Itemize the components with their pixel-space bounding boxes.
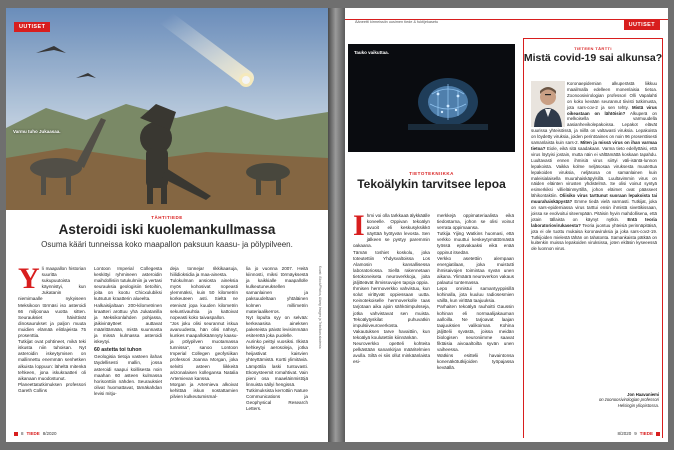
photo-caption: Tauko vaikuttaa. [354, 50, 389, 55]
paragraph: hmi voi olla tarkkaaä älykkäälle koneelle. Oppivan tekoälyn avuoit eli keskusyksikkö näyttää hyötyvän levosta. Sen jälkeen se pystyy paremmin oakaana. [353, 213, 431, 249]
sidebar-body [531, 81, 657, 252]
paragraph: Parhaiten tekoälyä rauhoitti Gaussin kohinan eli normaalijakauman aalloilla. Ne tarjoavat laajan taajuuksien valikoiman. Kohina jäljittelii syvästä, joissa meidän biologisen neuroniimme saavat fiktäisia aivoaaltoilta syvän unen vaiheessa. [437, 304, 514, 353]
sidebar-intro: Koronaepidemian alkuperästä liikkuu maailmalla edelleen monenlaisia tietoa. Zoonoosivirologian professori Olli Vapalahti on koko kevään seurannut tiivisti tutkimusta, jota sars-cov-2 ja sen tehty. [567, 81, 657, 110]
issue-number: 8/2020 [42, 431, 57, 436]
folio-square-icon [14, 432, 18, 436]
brand-name: TIEDE [639, 431, 653, 436]
page-number: 9 [634, 431, 637, 436]
article-column-2 [437, 213, 514, 371]
paragraph: Tämän toshiet koskolu, joka toteutettiin Yhdysvaltoissa Los Alamosin kansallisessa laboratoriossa. Siellä rakennetaan tietokoneiseta neuroverkkoja, joita jäljitteävät ihmissuvujen tapoja oppia. [353, 249, 430, 286]
sleeping-ai-photo [348, 44, 515, 152]
paragraph: Watkins esittelii havaintonsa konenäkötutkijoiden työpajassa keväällä. [437, 353, 514, 371]
paragraph: Vakautuksen tarve havaittiin, kun tekoälyä koulutettiin kiinnänkän. [353, 328, 430, 340]
article-column-4 [246, 266, 308, 412]
question: Entä teoria laboratoriovirukasesta? [531, 216, 657, 228]
sidebar-signature [583, 392, 659, 408]
paragraph: Tutkijat ovat pohtineet, mikä teki iskusta niin tuhoisan. Nyt asteroidin iskeytymisen on mallinnettu enemmän senhetken alkuista loppuun: läheltä mitenkä tehkeen, jona iskukraatteri oli aikanaan muodostunut. [18, 339, 86, 381]
paragraph: Nyt lopulta syy on selvää: kerkeaasisa aineksen paketeista päivät levisimmään esiterettä joka puolelle. [246, 314, 308, 339]
article-kicker: TIETOTEKNIIKKA [409, 171, 454, 176]
drop-cap: I [353, 209, 365, 242]
right-page [345, 8, 668, 442]
section-tag: UUTISET [624, 20, 660, 30]
spine-gutter [328, 8, 345, 442]
brand-name: TIEDE [26, 431, 40, 436]
paragraph: Morgan ja Artemieva alkoivat kehittää iskun nostattamien pilvien kulkeutumismal- [170, 381, 238, 399]
paragraph: Tutkimuksista kerrottiin Nature Communications ja Geophysical Research Letters. [246, 387, 308, 412]
page-number: 8 [21, 431, 24, 436]
paragraph: lia jo vuonna 2007. Heitä kiinnosti, miksi törmäyksestä ja kaikkialle maapallolle kulkeutuneuksellen samanlainen ja paksuudeltaan yhtäläinen kolmen millimetrin materiaalikerros. [246, 266, 308, 314]
brain-circuit-image [348, 44, 515, 152]
article-column-3 [170, 266, 238, 400]
paragraph: deja tonnejar rikkikaasuja, hiilidioksidia ja maa-ainesta. [170, 266, 238, 278]
issue-number: 8/2020 [617, 431, 632, 436]
answer: Luultavasti ennen ihmisiä virus siirtyi väli-isäntä-lunnon lepakoista. Vaikka kolme neljäsosaa viruksesta muutettua lepakoiden viruksia, neljäsosa on samanlainen kuin maleisialaisella muurahaiskäpylsillä. Luultavimmin virus on näiden eläinten virusten yhdistelmä. Se olisi voinut syntyä esimerkiksi villieläinmyrtillä, johon eläimet ovat päässeet lähikontaktiin. [531, 157, 657, 199]
paragraph: Lepo onnistui samantyyppisillä kohinalla, jota kuuluu radiosesmien väillä, kun virittää taajuuksia. [437, 286, 514, 304]
section-tag: UUTISET [14, 22, 50, 32]
hero-caption: Varmu tuho Jukaasaa. [13, 129, 61, 134]
sidebar-kicker: TIETEEN TÄRTTI [574, 46, 612, 51]
page-folio [617, 431, 660, 436]
paragraph: Tulokulman ansiosta aineksia myös kohosivat nopeasti ylemmäksi, kuin 50 kilometrin korkeuteen asti. Sieltä ne etenivät jopa kuuden kilometrin sekuntivauhtia ja kattoivat nopeasti koko taivaspallon. [170, 278, 238, 320]
article-column-1 [18, 262, 86, 394]
subheading: 60 astetta toi tuhon [94, 347, 142, 354]
left-page [6, 8, 328, 442]
paragraph: Planeettatutkimuksen professori Gareth Collins [18, 381, 86, 393]
article-headline: Tekoälykin tarvitsee lepoa [357, 177, 506, 191]
signature-role: on zoonoosivirologian professori Helsingin yliopistossa. [598, 397, 659, 408]
paragraph: Aurinko peittyi vuosiksi. Ilkistä kehkeytyi aerosoleja, jotka heijastivat kaisvien yhteyttämistä. Kortti ylimitäviä. Lämpötila laski tuntuvasti. Ekosysteemit romahtivat. Vain pieni osa maaeläinmistöjä linnuista säilyi hengissä. [246, 339, 308, 387]
page-folio [14, 431, 57, 436]
article-column-1 [353, 209, 431, 365]
paragraph: "Jos joku olisi seurannut iskua avaruudesta, hän olisi nähnyt, kunkes maapallokäännyty kaasu- ja pölypilven muotamassa tunnissa", sanoo Lontoon Imperial Collegen geofysiikan professori Joanna Morgan, joka selvitti asteen liikkeitä arizonalaisen kollegansa Natalia Artemievan kanssa. [170, 320, 238, 381]
paragraph: li maapallon historian suuritta sukupuutoista käynnistyi, kun Jukatanin niemimaalle nykyiseen Meksikoon törmäsi iso asteroidi 66 miljoonaa vuotta sitten. Seurauksiet häivittivät dinosaurukset ja paljon muuta muidien elämää eliölajeista 75 prosenttia. [18, 266, 86, 339]
paragraph: Ihmisen hermoverkko vahvistuu, kun solut virittyvät oppiessaan uutta. Keinotekoiselle hermoverkolle taas tarjotaan aika ajoin sähköimpulsseja, jotka vahvistavat sen muista. Tekoälytyskilat puhuvatkin impulsiiveuroverkosta. [353, 286, 430, 328]
paragraph: merkkejä oppimateriaalista eikä tiedostarna, johon se olisi voinut verrata oppimaansa. [437, 213, 514, 231]
sidebar-title: Mistä covid-19 sai alkunsa? [523, 52, 663, 64]
dinosaur-asteroid-illustration [6, 8, 328, 210]
question: Oliisiko virus tarttunut suoraan lepakoista tai muurahaiskäpystä? [531, 193, 657, 205]
hero-illustration [6, 8, 328, 210]
answer: Eiole, eikä sitä saadakaan. Varma tieto edellyttäisi, että virus löytyisi jostain, mutta näin ei välttämättä koskaan tapahdu. [531, 145, 657, 157]
folio-square-icon [656, 432, 660, 436]
answer: Alkuperä on melkoisella varmuudella aasianhevikolepakoissa. Lepakot elävät suurissa yhteisöissä, ja niillä on valtavasti viruksia. Lepakoista on löydetty viruksia, joiden perintöaines on noin 96 prosenttisesti samanlaista kuin sars-2. [531, 110, 657, 146]
answer: Emme tiedä vielä varmasti. Tutkijat, joka on sars-epidemiassa virus tarttui ensin ihmistä sivettikissaan, joissa se evolvoitui siteempään. Pitäisin hyvin mahdollisena, että jotain tällaista on käynyt nytkin. [531, 199, 657, 222]
paragraph: Halkaisijaltaan 200-kilometrinen kraatteri arottuu yhä Jukatanilla ja Meksikonlahden pohjassa, jäikivinäytteet auttavat määrittämään, mistä suunnasta ja missä kulmassa asteroidi iskeytyi. [94, 302, 162, 345]
article-kicker: TÄHTITIEDE [151, 215, 183, 220]
paragraph: Verkko asetettiin alempaan energiatilaan, joka muistutti ihmisaivojen toimintaa syvän unen aikana. Ylimäärä neuroverkon vakaus palautui tuntemassa. [437, 255, 514, 286]
answer: Teoria juontuu yhteisiä perinnäpitäisä, jota ei ole tuottu mukaisa koronaviruksia ja joka sars-cov2-19. Tutkijoiden mielestä tähän on tahatonta. Samankaista pätkää on kuitenkin muissa lepakoiden viruksissa, joten ekläsin kyseeessä ole luonnon virus. [531, 222, 658, 252]
article-headline: Asteroidi iski kuolemankullmassa [58, 222, 276, 237]
signature-name: Jon Haavaniemi [627, 392, 659, 397]
drop-cap: Y [18, 262, 40, 295]
question: Miten ja missä virus on ihan varmaa tietoa? [531, 140, 657, 151]
article-deck: Osuma kääri tunneissa koko maapallon paksuun kaasu- ja pölypilveen. [41, 240, 293, 249]
paragraph: Neuroverkko opetteli kohteita pelkästään sanankirjan määritelmien avulla. Siltä ei siis ollut minkäänlaista esi- [353, 340, 430, 365]
paragraph: Lontoon Imperial Collegesta keskittyi ryhmineen asteroidin maihdollisiin tutukulmiin ja vertasi seurauksia geologisiin tietoihin, joita on kootu Chicxulubiksi kutsutun kraatterin alueelta. [94, 266, 162, 302]
article-column-2 [94, 266, 162, 397]
photo-credit: Kuvat: iStock/Photos, Alamy Images ja Tekniikan akatemia [318, 266, 322, 349]
paragraph: Geologisia tietoja vasteen ilahas täydellisesti mallin, jossa asteroidi saapui koillisesta noin maahan 60 asteen kulmassa horisonttiin nähden. Seurauksiet olivat huomattavat, tämäkahdan levisi mitju- [94, 354, 162, 396]
paragraph: Tutkija Yijing Watkins huomasi, että verkko muuttui keskeytymättömästä työssä epävakaaksi eikä enää oppinut itsedän. [437, 231, 514, 255]
running-head: Ääneetti kirmeissiin uusimen tiede & fuktijekasetu [355, 20, 439, 24]
question: Mistä virus oikeastaan on lähtöisin? [567, 104, 657, 116]
